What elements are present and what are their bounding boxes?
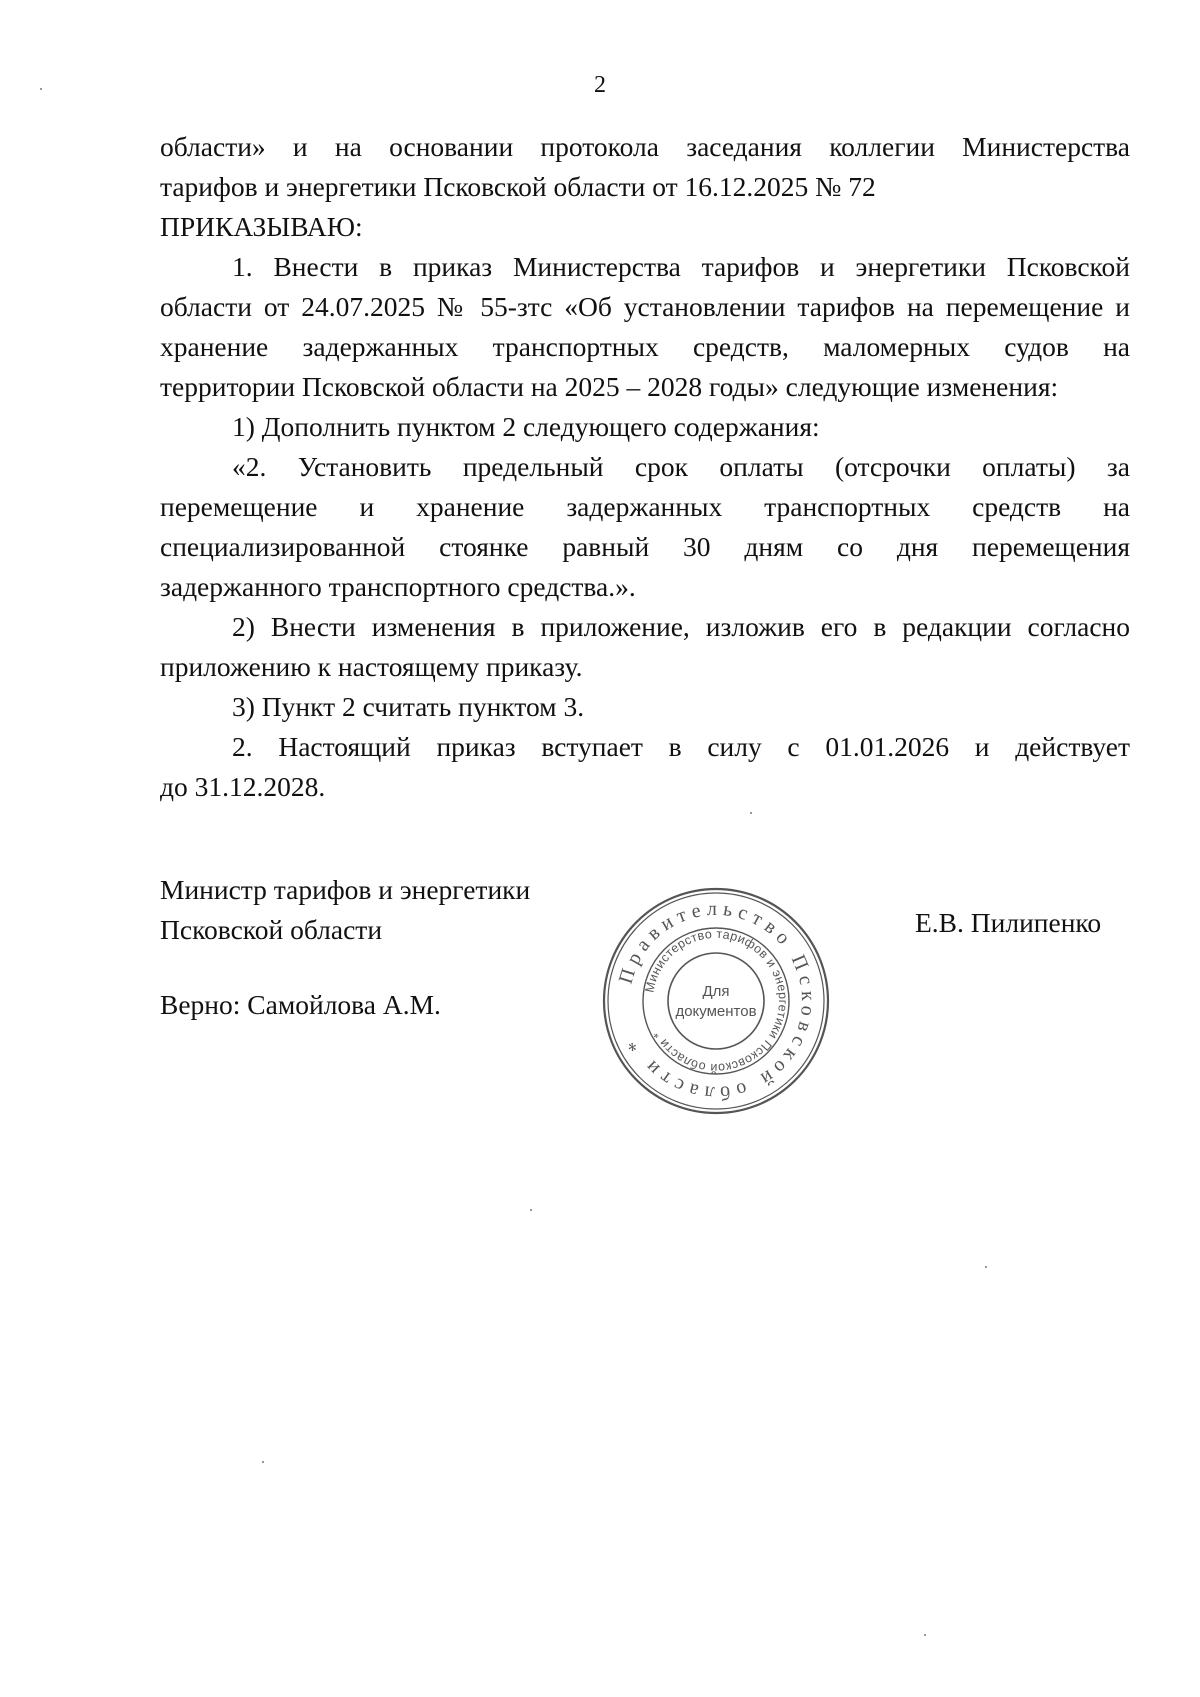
sub-item-2: приложению к настоящему приказу.: [160, 651, 583, 682]
order-word: ПРИКАЗЫВАЮ:: [160, 211, 363, 242]
signature-position-line: Министр тарифов и энергетики: [160, 874, 531, 905]
body-line: тарифов и энергетики Псковской области от 16.12.2025 № 72: [160, 171, 876, 202]
stamp-outer-text: Правительство Псковской области *: [614, 897, 820, 1105]
stamp-inner-text: Министерство тарифов и энергетики Псковской области *: [642, 926, 791, 1076]
signature-name: Е.В. Пилипенко: [915, 907, 1102, 938]
sub-item-3: 3) Пункт 2 считать пунктом 3.: [232, 691, 585, 722]
stamp-center-text: Для: [702, 983, 730, 1000]
sub-item-2: 2) Внести изменения в приложение, изложив его в редакции согласно: [232, 611, 1130, 642]
quote-line: перемещение и хранение задержанных транспортных средств на: [160, 491, 1130, 522]
verified-note: Верно: Самойлова А.М.: [160, 989, 441, 1020]
signature-position-line: Псковской области: [160, 914, 383, 945]
quote-line: задержанного транспортного средства.».: [160, 571, 636, 602]
scan-speck: [530, 1209, 532, 1211]
quote-line: «2. Установить предельный срок оплаты (отсрочки оплаты) за: [232, 451, 1130, 482]
stamp-seal-icon: [598, 883, 834, 1119]
scan-speck: [750, 812, 752, 814]
stamp-center-text: документов: [675, 1003, 757, 1020]
sub-item-1: 1) Дополнить пунктом 2 следующего содержания:: [232, 411, 820, 442]
body-line: области» и на основании протокола заседания коллегии Министерства: [160, 131, 1130, 162]
document-body: [160, 127, 1130, 807]
scan-speck: [40, 88, 42, 90]
item-1-line: хранение задержанных транспортных средств, маломерных судов на: [160, 331, 1130, 362]
item-2-line: 2. Настоящий приказ вступает в силу с 01.01.2026 и действует: [232, 731, 1130, 762]
official-stamp: [598, 883, 834, 1119]
item-2-line: до 31.12.2028.: [160, 771, 326, 802]
page-number: 2: [594, 72, 606, 98]
quote-line: специализированной стоянке равный 30 дням со дня перемещения: [160, 531, 1130, 562]
scan-speck: [985, 1266, 987, 1268]
item-1-line: территории Псковской области на 2025 – 2028 годы» следующие изменения:: [160, 371, 1059, 402]
item-1-line: области от 24.07.2025 № 55-зтс «Об установлении тарифов на перемещение и: [160, 291, 1130, 322]
scan-speck: [262, 1461, 264, 1463]
item-1-line: 1. Внести в приказ Министерства тарифов и энергетики Псковской: [232, 251, 1130, 282]
scan-speck: [924, 1634, 926, 1636]
